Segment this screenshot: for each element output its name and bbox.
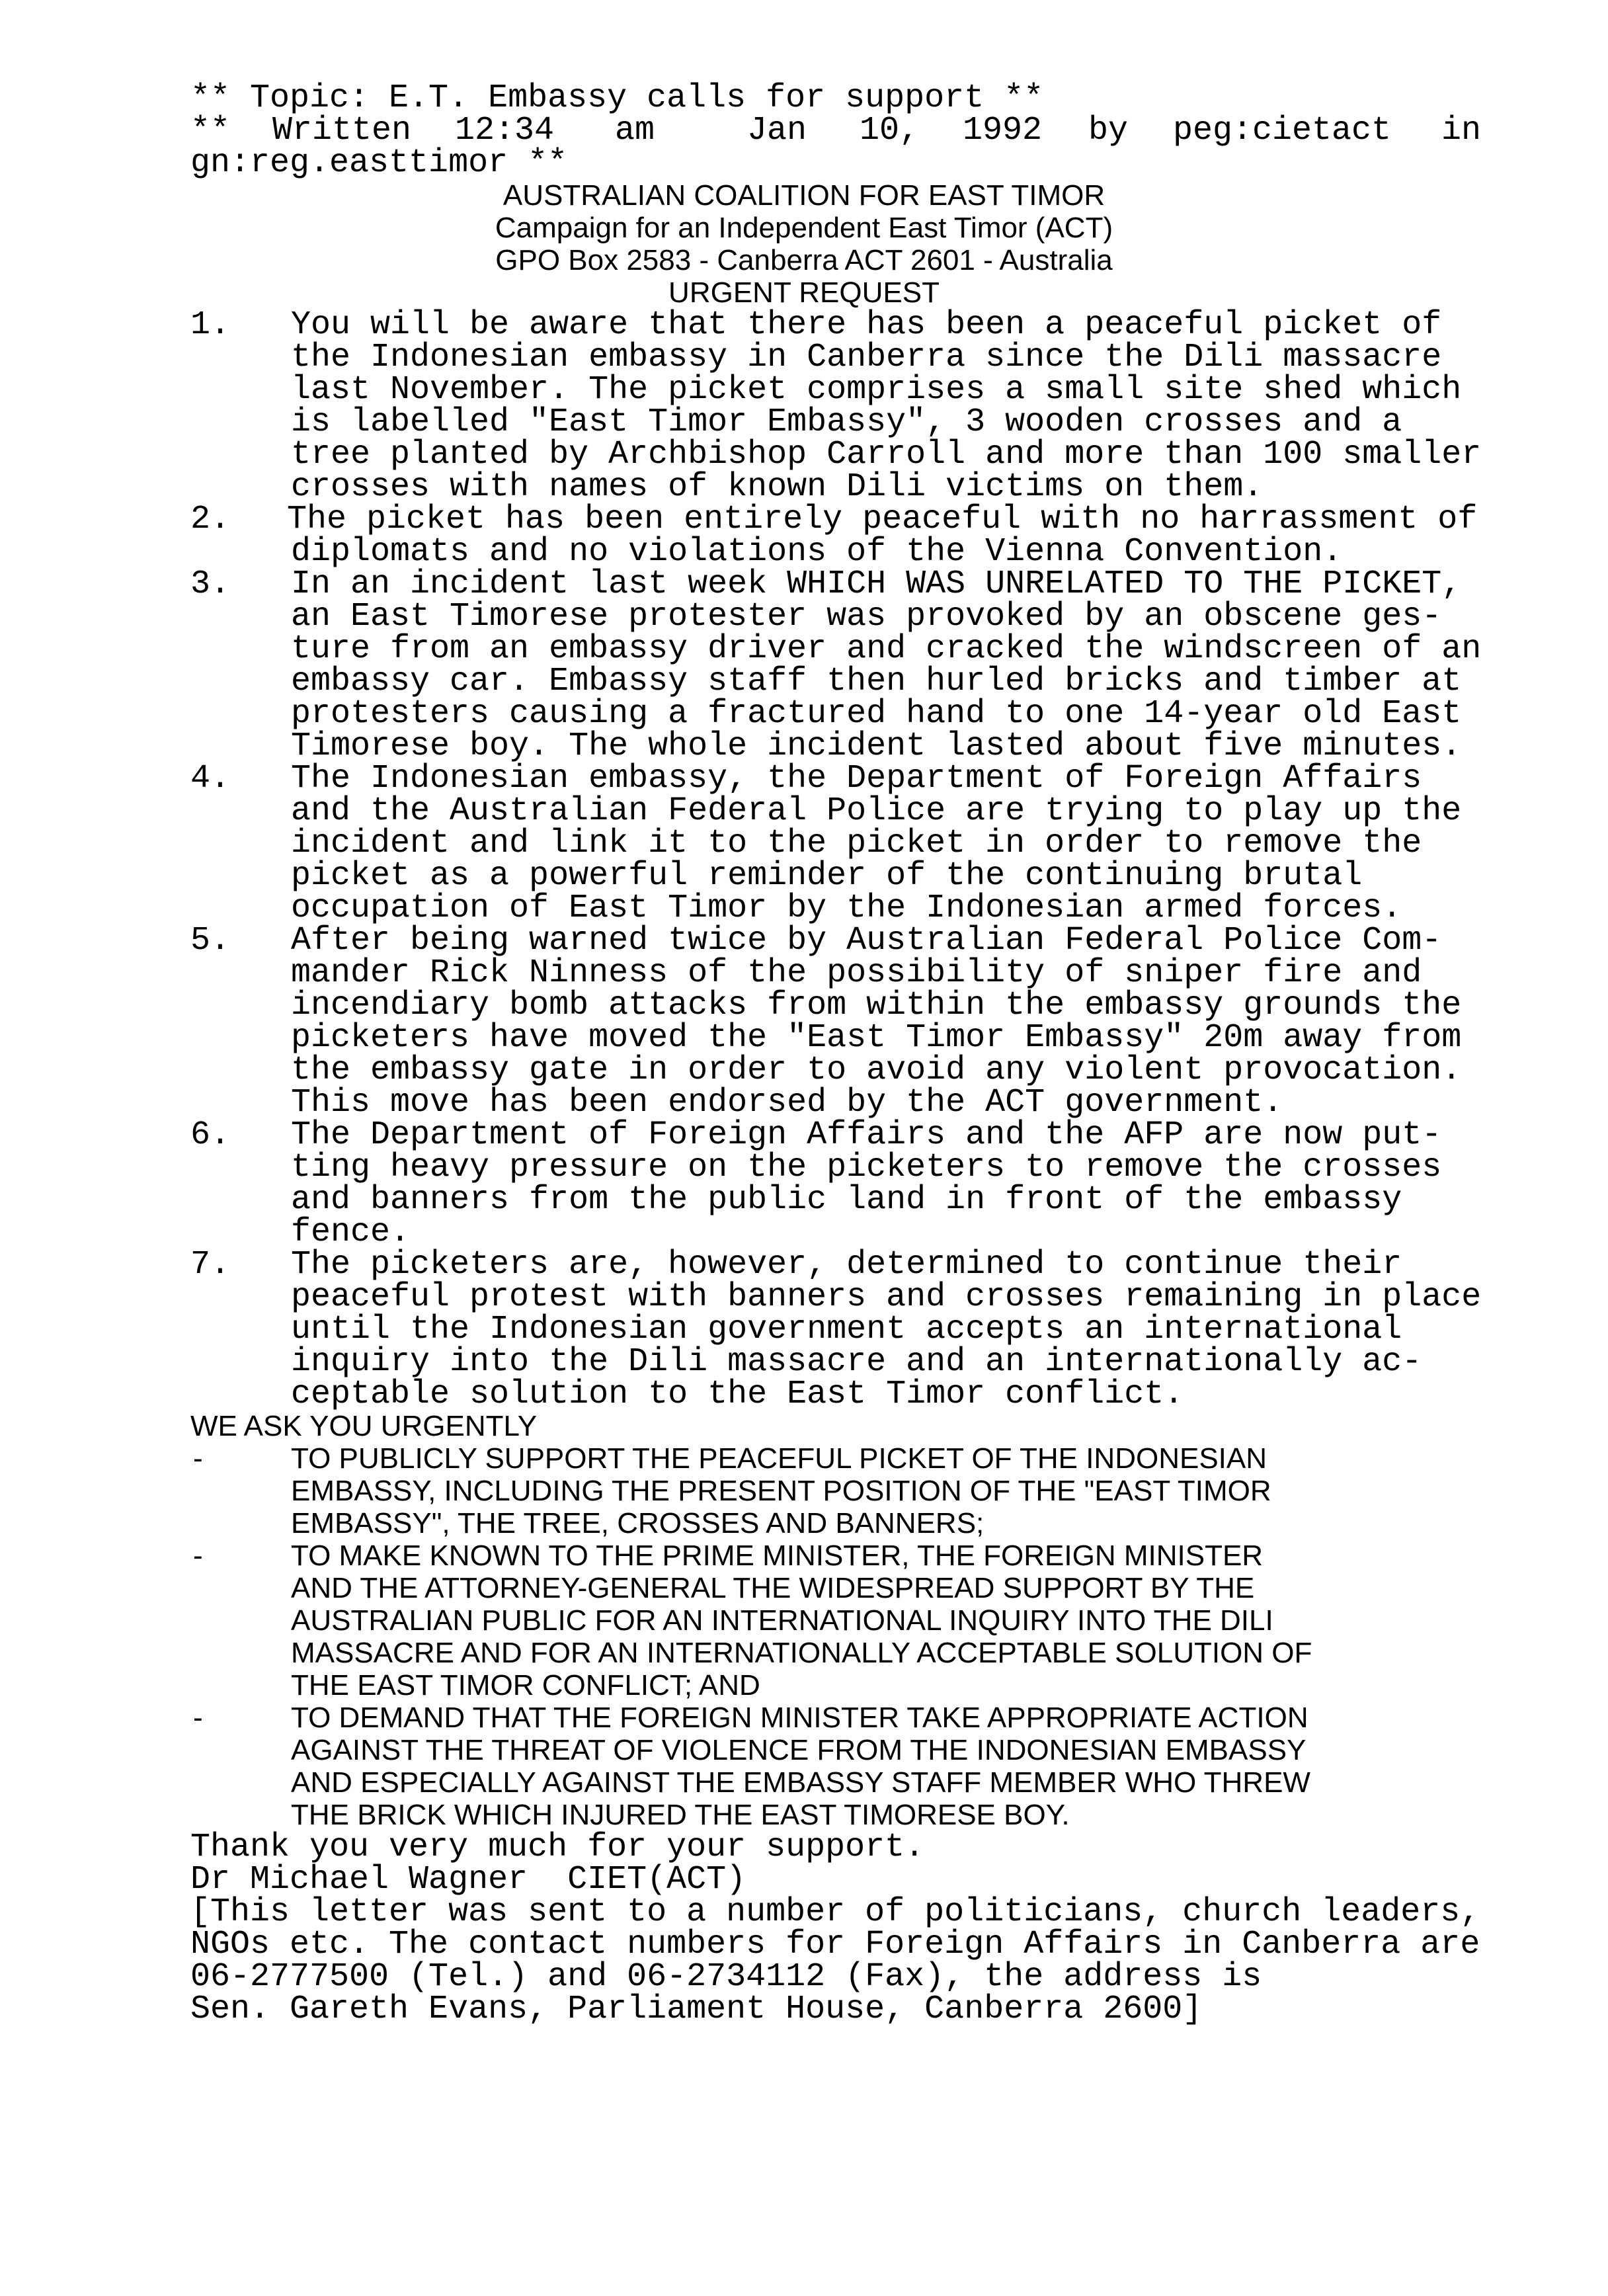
point-3-text [291, 565, 1482, 765]
point-5-text [291, 922, 1462, 1122]
ask-line: AGAINST THE THREAT OF VIOLENCE FROM THE INDONESIAN EMBASSY [291, 1734, 1306, 1766]
point-line: an East Timorese protester was provoked by an obscene ges- [291, 598, 1442, 636]
point-line: The Department of Foreign Affairs and the AFP are now put- [291, 1116, 1442, 1154]
point-line: Timorese boy. The whole incident lasted about five minutes. [291, 727, 1462, 765]
ask-1-text [291, 1442, 1271, 1539]
ask-line: THE BRICK WHICH INJURED THE EAST TIMORESE BOY. [291, 1799, 1070, 1831]
point-line: diplomats and no violations of the Vienna Convention. [291, 533, 1343, 571]
ask-line: TO PUBLICLY SUPPORT THE PEACEFUL PICKET OF THE INDONESIAN [291, 1442, 1267, 1475]
written-by: by [1088, 112, 1129, 149]
point-line: until the Indonesian government accepts an international [291, 1311, 1402, 1348]
ask-line: TO DEMAND THAT THE FOREIGN MINISTER TAKE APPROPRIATE ACTION [291, 1702, 1308, 1734]
ask-line: EMBASSY", THE TREE, CROSSES AND BANNERS; [291, 1507, 985, 1539]
letterhead-org: AUSTRALIAN COALITION FOR EAST TIMOR [502, 179, 1106, 212]
topic-line: ** Topic: E.T. Embassy calls for support ** [190, 79, 1044, 117]
ask-bullet: - [193, 1539, 203, 1572]
point-line: the embassy gate in order to avoid any violent provocation. [291, 1051, 1462, 1089]
ask-line: MASSACRE AND FOR AN INTERNATIONALLY ACCEPTABLE SOLUTION OF [291, 1637, 1312, 1669]
ask-line: TO MAKE KNOWN TO THE PRIME MINISTER, THE FOREIGN MINISTER [291, 1539, 1264, 1572]
closing-note [190, 1893, 1480, 2028]
point-line: protesters causing a fractured hand to one 14-year old East [291, 695, 1462, 733]
point-line: tree planted by Archbishop Carroll and more than 100 smaller [291, 436, 1482, 473]
point-line: After being warned twice by Australian Federal Police Com- [291, 922, 1442, 960]
point-4-text [291, 760, 1462, 927]
written-am: am [615, 112, 655, 149]
point-2-text [287, 501, 1478, 571]
point-line: the Indonesian embassy in Canberra since the Dili massacre [291, 339, 1442, 376]
point-line: The Indonesian embassy, the Department of Foreign Affairs [291, 760, 1422, 798]
point-line: picket as a powerful reminder of the continuing brutal [291, 857, 1363, 895]
written-time: 12:34 [455, 112, 555, 149]
note-line: 06-2777500 (Tel.) and 06-2734112 (Fax), the address is [190, 1958, 1262, 1996]
ask-line: AND THE ATTORNEY-GENERAL THE WIDESPREAD SUPPORT BY THE [291, 1572, 1255, 1604]
point-number: 5. [190, 922, 231, 960]
written-prefix: ** [190, 112, 231, 149]
point-6-text [291, 1116, 1442, 1251]
point-1-text [291, 306, 1482, 506]
point-number: 1. [190, 306, 231, 344]
ask-2-text [291, 1539, 1312, 1702]
point-line: is labelled "East Timor Embassy", 3 wooden crosses and a [291, 403, 1402, 441]
ask-bullet: - [193, 1442, 203, 1475]
signature-line: Dr Michael Wagner CIET(ACT) [190, 1861, 746, 1899]
thanks-line: Thank you very much for your support. [190, 1828, 925, 1866]
point-line: ting heavy pressure on the picketers to remove the crosses [291, 1149, 1442, 1186]
point-line: mander Rick Ninness of the possibility of sniper fire and [291, 954, 1422, 992]
written-line [0, 114, 1608, 147]
point-number: 3. [190, 565, 231, 603]
letterhead-campaign: Campaign for an Independent East Timor (ACT) [495, 212, 1113, 244]
point-line: fence. [291, 1213, 411, 1251]
ask-line: EMBASSY, INCLUDING THE PRESENT POSITION OF THE "EAST TIMOR [291, 1475, 1271, 1507]
point-line: incendiary bomb attacks from within the embassy grounds the [291, 987, 1462, 1024]
point-line: This move has been endorsed by the ACT government. [291, 1084, 1283, 1122]
ask-line: AUSTRALIAN PUBLIC FOR AN INTERNATIONAL INQUIRY INTO THE DILI [291, 1604, 1273, 1637]
point-number: 7. [190, 1246, 231, 1284]
written-year: 1992 [963, 112, 1043, 149]
note-line: [This letter was sent to a number of politicians, church leaders, [190, 1893, 1480, 1931]
written-word: Written [272, 112, 412, 149]
point-line: crosses with names of known Dili victims on them. [291, 468, 1264, 506]
letterhead-title: URGENT REQUEST [668, 276, 940, 309]
point-line: last November. The picket comprises a small site shed which [291, 371, 1462, 409]
point-line: embassy car. Embassy staff then hurled bricks and timber at [291, 663, 1462, 700]
point-line: In an incident last week WHICH WAS UNRELATED TO THE PICKET, [291, 565, 1462, 603]
point-line: The picketers are, however, determined to continue their [291, 1246, 1402, 1284]
point-line: incident and link it to the picket in order to remove the [291, 825, 1422, 862]
group-line: gn:reg.easttimor ** [190, 144, 568, 182]
point-line: The picket has been entirely peaceful with no harrassment of [287, 501, 1478, 538]
point-number: 4. [190, 760, 231, 798]
note-line: NGOs etc. The contact numbers for Foreign Affairs in Canberra are [190, 1926, 1480, 1963]
point-line: picketers have moved the "East Timor Embassy" 20m away from [291, 1019, 1462, 1057]
ask-line: AND ESPECIALLY AGAINST THE EMBASSY STAFF MEMBER WHO THREW [291, 1766, 1310, 1799]
point-number: 2. [190, 501, 231, 538]
point-line: You will be aware that there has been a peaceful picket of [291, 306, 1442, 344]
point-7-text [291, 1246, 1482, 1413]
ask-bullet: - [193, 1702, 203, 1734]
point-line: peaceful protest with banners and crosses remaining in place [291, 1278, 1482, 1316]
ask-line: THE EAST TIMOR CONFLICT; AND [291, 1669, 760, 1702]
point-line: and the Australian Federal Police are trying to play up the [291, 792, 1462, 830]
letterhead-address: GPO Box 2583 - Canberra ACT 2601 - Australia [495, 244, 1113, 276]
point-line: ceptable solution to the East Timor conflict. [291, 1375, 1184, 1413]
point-line: and banners from the public land in front of the embassy [291, 1181, 1402, 1219]
ask-3-text [291, 1702, 1310, 1831]
written-day: 10, [860, 112, 920, 149]
written-month: Jan [747, 112, 807, 149]
ask-heading: WE ASK YOU URGENTLY [190, 1410, 538, 1442]
point-number: 6. [190, 1116, 231, 1154]
note-line: Sen. Gareth Evans, Parliament House, Canberra 2600] [190, 1990, 1203, 2028]
written-author: peg:cietact [1173, 112, 1392, 149]
point-line: inquiry into the Dili massacre and an internationally ac- [291, 1343, 1422, 1381]
written-in: in [1441, 112, 1482, 149]
point-line: ture from an embassy driver and cracked the windscreen of an [291, 630, 1482, 668]
point-line: occupation of East Timor by the Indonesian armed forces. [291, 889, 1402, 927]
